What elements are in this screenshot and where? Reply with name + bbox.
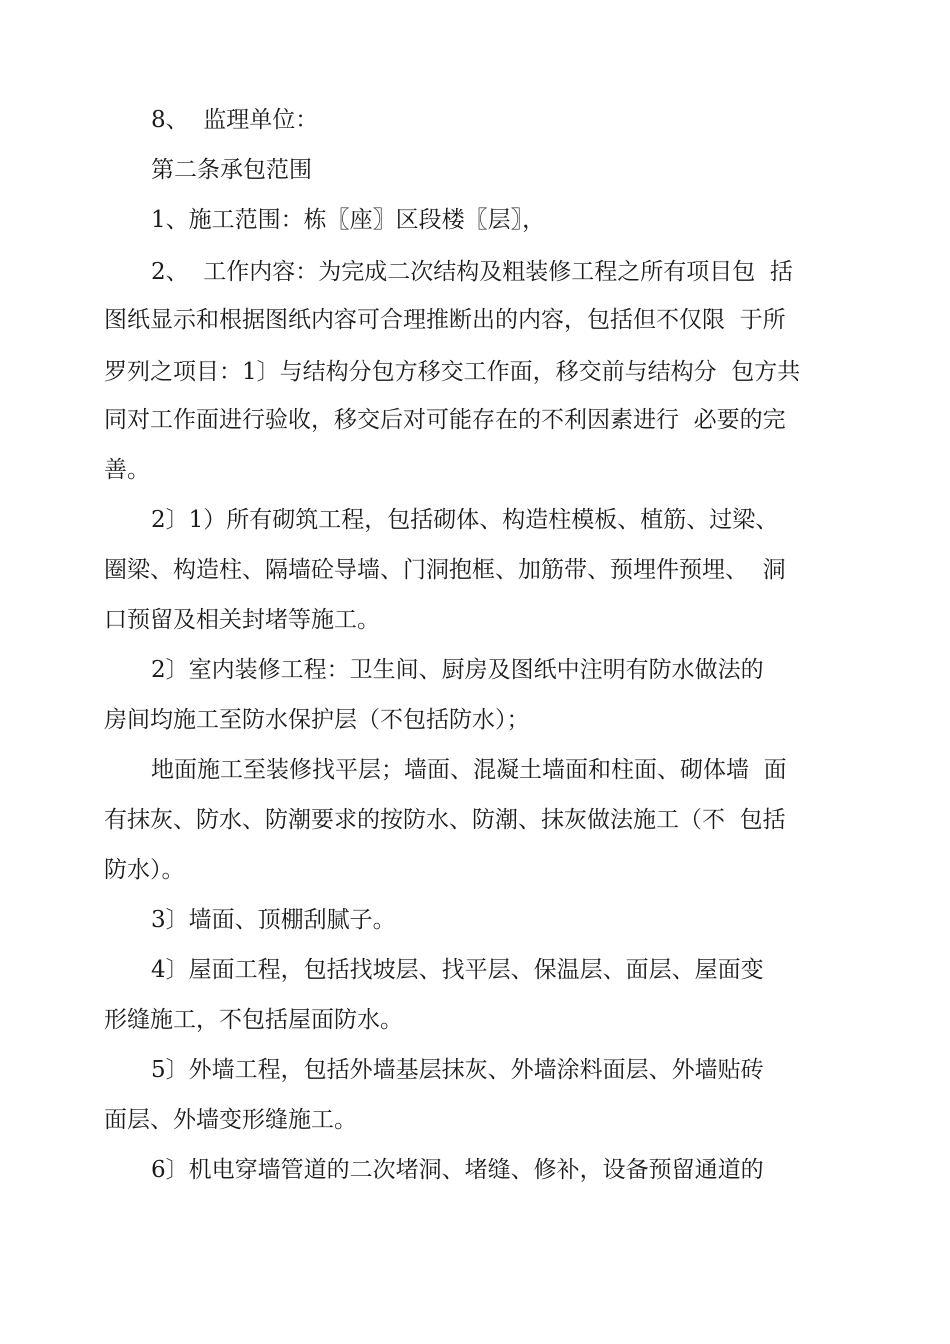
text-line: 圈梁、构造柱、隔墙砼导墙、门洞抱框、加筋带、预埋件预埋、 洞 [104,557,786,583]
text-line: 房间均施工至防水保护层（不包括防水）； [104,707,530,733]
text-line: 5〕外墙工程，包括外墙基层抹灰、外墙涂料面层、外墙贴砖 [151,1057,764,1083]
text-line: 2〕1）所有砌筑工程，包括砌体、构造柱模板、植筋、过梁、 [151,507,779,533]
text-line: 2、 工作内容：为完成二次结构及粗装修工程之所有项目包 括 [151,259,793,285]
text-line: 口预留及相关封堵等施工。 [104,607,380,633]
text-line: 地面施工至装修找平层；墙面、混凝土墙面和柱面、砌体墙 面 [151,757,787,783]
text-line: 4〕屋面工程，包括找坡层、找平层、保温层、面层、屋面变 [151,957,764,983]
text-line: 8、 监理单位： [151,107,319,133]
text-line: 3〕墙面、顶棚刮腻子。 [151,907,396,933]
text-line: 善。 [104,457,150,483]
section-heading: 第二条承包范围 [151,157,312,183]
text-line: 罗列之项目：1〕与结构分包方移交工作面，移交前与结构分 包方共 [104,359,801,385]
text-line: 防水）。 [104,857,185,883]
text-line: 形缝施工，不包括屋面防水。 [104,1007,403,1033]
text-line: 2〕室内装修工程：卫生间、厨房及图纸中注明有防水做法的 [151,657,764,683]
text-line: 面层、外墙变形缝施工。 [104,1107,357,1133]
text-line: 图纸显示和根据图纸内容可合理推断出的内容，包括但不仅限 于所 [104,307,786,333]
text-line: 1、施工范围：栋〖座〗区段楼〖层〗， [151,207,546,233]
text-line: 有抹灰、防水、防潮要求的按防水、防潮、抹灰做法施工（不 包括 [104,807,786,833]
text-line: 同对工作面进行验收，移交后对可能存在的不利因素进行 必要的完 [104,407,786,433]
text-line: 6〕机电穿墙管道的二次堵洞、堵缝、修补，设备预留通道的 [151,1157,764,1183]
